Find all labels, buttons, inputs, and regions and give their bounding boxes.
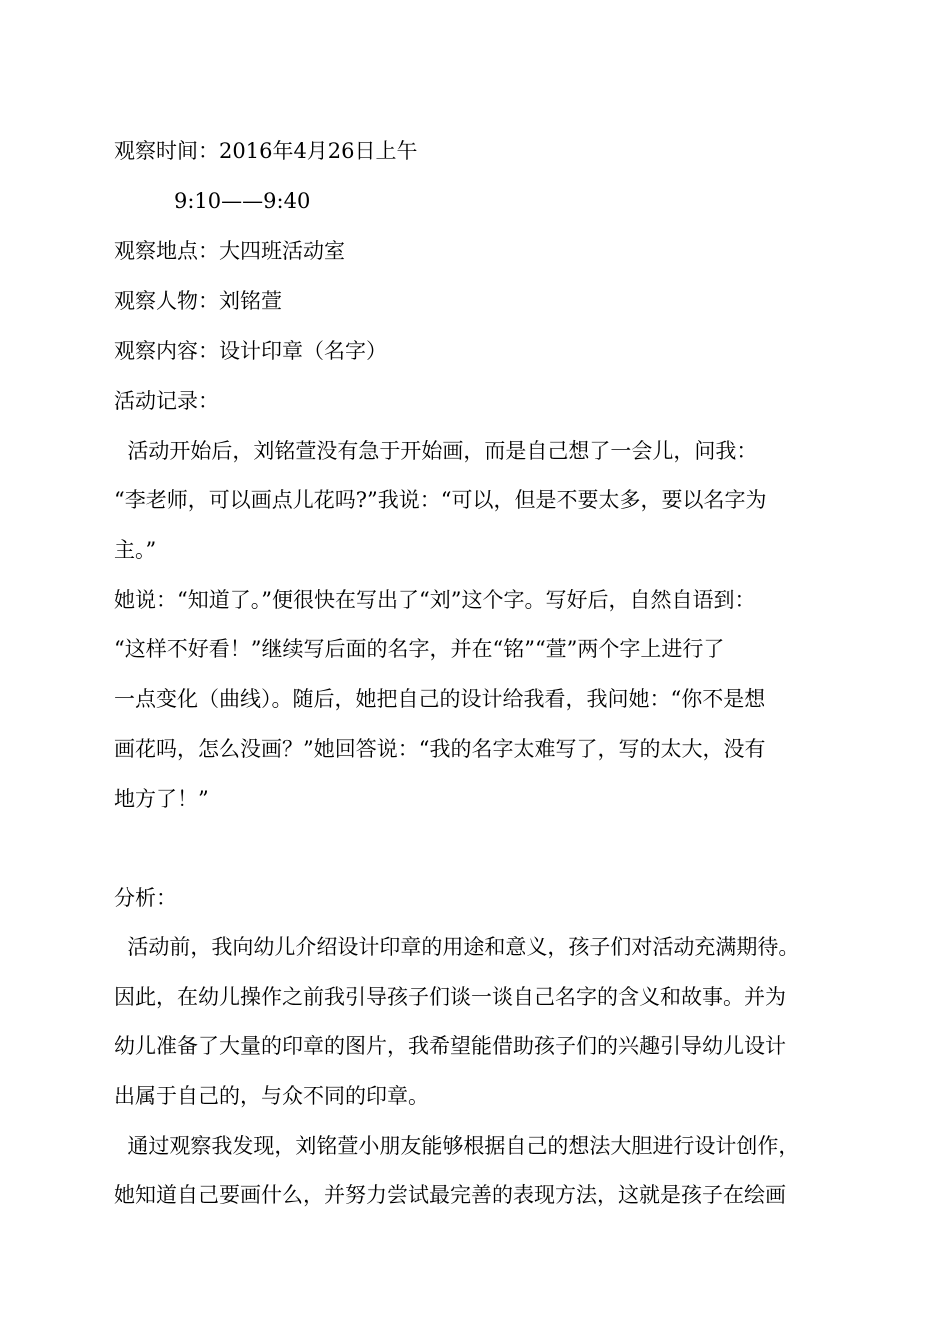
analysis-line: 幼儿准备了大量的印章的图片，我希望能借助孩子们的兴趣引导幼儿设计 [114,1034,786,1058]
observation-content-label: 观察内容： [114,339,219,363]
observation-date: 2016年4月26日上午 [219,139,418,163]
record-line: 一点变化（曲线）。随后，她把自己的设计给我看，我问她：“你不是想 [114,687,766,711]
activity-record-heading: 活动记录： [114,389,219,413]
observation-time-line [114,137,418,165]
observation-person: 刘铭萱 [219,289,282,313]
analysis-line: 出属于自己的，与众不同的印章。 [114,1084,429,1108]
record-line: 地方了！” [114,787,209,811]
record-line: 画花吗，怎么没画？”她回答说：“我的名字太难写了，写的太大，没有 [114,737,766,761]
observation-time-label: 观察时间： [114,139,219,163]
observation-place-label: 观察地点： [114,239,219,263]
observation-place-line [114,237,345,265]
observation-content-line [114,337,387,365]
record-line: 她说：“知道了。”便很快在写出了“刘”这个字。写好后，自然自语到： [114,588,756,612]
observation-time-range: 9:10——9:40 [174,189,311,213]
observation-person-line [114,287,282,315]
observation-person-label: 观察人物： [114,289,219,313]
analysis-line: 她知道自己要画什么，并努力尝试最完善的表现方法，这就是孩子在绘画 [114,1183,786,1207]
record-line: 活动开始后，刘铭萱没有急于开始画，而是自己想了一会儿，问我： [114,439,758,463]
analysis-heading: 分析： [114,886,177,910]
observation-content: 设计印章（名字） [219,339,387,363]
record-line: “李老师，可以画点儿花吗?”我说：“可以，但是不要太多，要以名字为 [114,488,767,512]
observation-place: 大四班活动室 [219,239,345,263]
record-line: 主。” [114,538,157,562]
analysis-line: 通过观察我发现，刘铭萱小朋友能够根据自己的想法大胆进行设计创作， [114,1134,800,1158]
analysis-line: 活动前，我向幼儿介绍设计印章的用途和意义，孩子们对活动充满期待。 [114,935,800,959]
analysis-line: 因此，在幼儿操作之前我引导孩子们谈一谈自己名字的含义和故事。并为 [114,985,786,1009]
record-line: “这样不好看！”继续写后面的名字，并在“铭”“萱”两个字上进行了 [114,637,725,661]
